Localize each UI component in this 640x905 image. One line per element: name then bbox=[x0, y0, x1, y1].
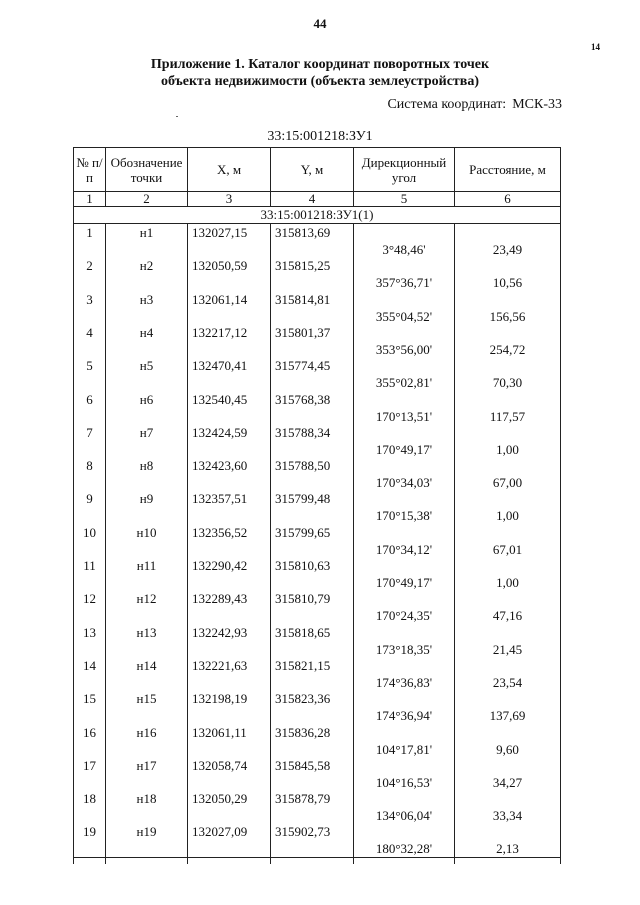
column-distances bbox=[455, 224, 561, 864]
segment-distance: 23,54 bbox=[492, 674, 523, 690]
segment-distance: 70,30 bbox=[492, 375, 523, 391]
sheet-number: 14 bbox=[591, 42, 600, 52]
table-body bbox=[74, 224, 561, 864]
header-number: № п/п bbox=[74, 148, 106, 192]
point-y: 315902,73 bbox=[275, 824, 331, 840]
col-number: 1 bbox=[74, 192, 106, 207]
point-y: 315836,28 bbox=[275, 724, 331, 740]
point-number: 3 bbox=[86, 291, 93, 307]
point-number: 6 bbox=[86, 391, 93, 407]
point-name: н1 bbox=[139, 225, 154, 240]
point-y: 315821,15 bbox=[275, 657, 331, 673]
segment-distance: 23,49 bbox=[492, 242, 523, 257]
column-point-names bbox=[106, 224, 188, 864]
segment-distance: 21,45 bbox=[492, 641, 523, 657]
point-x: 132242,93 bbox=[192, 624, 248, 640]
segment-angle: 180°32,28' bbox=[375, 841, 433, 857]
point-number: 18 bbox=[83, 791, 96, 807]
point-name: н3 bbox=[139, 291, 154, 307]
segment-distance: 2,13 bbox=[496, 841, 519, 857]
point-y: 315823,36 bbox=[275, 691, 331, 707]
segment-distance: 67,00 bbox=[492, 475, 523, 491]
point-number: 4 bbox=[86, 324, 93, 340]
segment-angle: 134°06,04' bbox=[375, 808, 433, 824]
point-y: 315815,25 bbox=[275, 258, 331, 274]
point-x: 132289,43 bbox=[192, 591, 248, 607]
point-y: 315813,69 bbox=[275, 225, 331, 240]
point-x: 132058,74 bbox=[192, 757, 248, 773]
point-x: 132050,29 bbox=[192, 791, 248, 807]
point-x: 132540,45 bbox=[192, 391, 248, 407]
point-name: н7 bbox=[139, 424, 154, 440]
col-number: 4 bbox=[271, 192, 354, 207]
segment-distance: 9,60 bbox=[496, 741, 519, 757]
point-y: 315788,34 bbox=[275, 424, 331, 440]
coordinates-table bbox=[73, 147, 561, 864]
point-x: 132424,59 bbox=[192, 424, 248, 440]
segment-angle: 353°56,00' bbox=[375, 341, 433, 357]
segment-angle: 170°49,17' bbox=[375, 575, 433, 590]
point-name: н12 bbox=[136, 591, 157, 607]
point-number: 1 bbox=[86, 225, 93, 240]
point-number: 19 bbox=[83, 824, 96, 840]
segment-distance: 1,00 bbox=[496, 441, 519, 457]
column-angles bbox=[354, 224, 455, 864]
point-name: н16 bbox=[136, 724, 157, 740]
point-y: 315774,45 bbox=[275, 358, 331, 374]
segment-distance: 254,72 bbox=[489, 341, 526, 357]
point-number: 17 bbox=[83, 757, 96, 773]
segment-distance: 67,01 bbox=[492, 541, 523, 557]
point-name: н2 bbox=[139, 258, 154, 274]
point-y: 315788,50 bbox=[275, 458, 331, 474]
segment-angle: 174°36,83' bbox=[375, 674, 433, 690]
point-name: н17 bbox=[136, 757, 157, 773]
point-y: 315799,48 bbox=[275, 491, 331, 507]
segment-angle: 3°48,46' bbox=[382, 242, 426, 257]
point-x: 132356,52 bbox=[192, 524, 248, 540]
table-bottom-border bbox=[73, 857, 560, 858]
point-x: 132050,59 bbox=[192, 258, 248, 274]
point-number: 14 bbox=[83, 657, 96, 673]
segment-angle: 357°36,71' bbox=[375, 275, 433, 291]
table-header-row bbox=[74, 148, 561, 192]
segment-distance: 117,57 bbox=[489, 408, 526, 424]
point-x: 132217,12 bbox=[192, 324, 248, 340]
contour-row bbox=[74, 207, 561, 224]
segment-angle: 355°02,81' bbox=[375, 375, 433, 391]
coordinate-system bbox=[387, 97, 562, 113]
coord-system-label: Система координат: bbox=[387, 97, 507, 112]
point-x: 132061,11 bbox=[192, 724, 247, 740]
segment-distance: 1,00 bbox=[496, 575, 519, 590]
scan-speck bbox=[176, 116, 178, 117]
point-name: н10 bbox=[136, 524, 157, 540]
point-number: 10 bbox=[83, 524, 96, 540]
segment-angle: 173°18,35' bbox=[375, 641, 433, 657]
segment-angle: 170°13,51' bbox=[375, 408, 433, 424]
point-number: 8 bbox=[86, 458, 93, 474]
point-name: н18 bbox=[136, 791, 157, 807]
point-number: 16 bbox=[83, 724, 96, 740]
segment-angle: 104°16,53' bbox=[375, 774, 433, 790]
segment-distance: 137,69 bbox=[489, 708, 526, 724]
point-number: 5 bbox=[86, 358, 93, 374]
point-name: н9 bbox=[139, 491, 154, 507]
column-number-cells bbox=[74, 224, 106, 864]
point-name: н5 bbox=[139, 358, 154, 374]
point-x: 132290,42 bbox=[192, 558, 248, 573]
title-line-1: Приложение 1. Каталог координат поворотных точек bbox=[150, 57, 490, 72]
segment-distance: 1,00 bbox=[496, 508, 519, 524]
segment-angle: 174°36,94' bbox=[375, 708, 433, 724]
point-name: н6 bbox=[139, 391, 154, 407]
point-x: 132470,41 bbox=[192, 358, 248, 374]
header-point-name: Обозначение точки bbox=[106, 148, 188, 192]
point-number: 13 bbox=[83, 624, 96, 640]
title-line-2: объекта недвижимости (объекта землеустройства) bbox=[160, 74, 480, 89]
point-number: 7 bbox=[86, 424, 93, 440]
segment-distance: 47,16 bbox=[492, 608, 523, 624]
coord-system-value: МСК-33 bbox=[512, 97, 562, 112]
segment-angle: 170°15,38' bbox=[375, 508, 433, 524]
point-y: 315810,79 bbox=[275, 591, 331, 607]
segment-angle: 170°49,17' bbox=[375, 441, 433, 457]
point-name: н15 bbox=[136, 691, 157, 707]
point-y: 315878,79 bbox=[275, 791, 331, 807]
point-y: 315845,58 bbox=[275, 757, 331, 773]
contour-caption: 33:15:001218:ЗУ1(1) bbox=[74, 207, 561, 224]
point-name: н11 bbox=[136, 558, 157, 573]
point-x: 132027,09 bbox=[192, 824, 248, 840]
segment-angle: 170°24,35' bbox=[375, 608, 433, 624]
segment-distance: 33,34 bbox=[492, 808, 523, 824]
segment-distance: 10,56 bbox=[492, 275, 523, 291]
header-y: Y, м bbox=[271, 148, 354, 192]
point-x: 132027,15 bbox=[192, 225, 248, 240]
point-y: 315818,65 bbox=[275, 624, 331, 640]
col-number: 2 bbox=[106, 192, 188, 207]
col-number: 5 bbox=[354, 192, 455, 207]
point-name: н14 bbox=[136, 657, 157, 673]
segment-angle: 104°17,81' bbox=[375, 741, 433, 757]
segment-angle: 170°34,03' bbox=[375, 475, 433, 491]
segment-angle: 170°34,12' bbox=[375, 541, 433, 557]
point-name: н4 bbox=[139, 324, 154, 340]
column-x bbox=[188, 224, 271, 864]
point-number: 9 bbox=[86, 491, 93, 507]
point-x: 132423,60 bbox=[192, 458, 248, 474]
point-number: 12 bbox=[83, 591, 96, 607]
point-y: 315801,37 bbox=[275, 324, 331, 340]
point-name: н19 bbox=[136, 824, 157, 840]
point-x: 132357,51 bbox=[192, 491, 248, 507]
point-name: н13 bbox=[136, 624, 157, 640]
header-angle: Дирекционный угол bbox=[354, 148, 455, 192]
header-distance: Расстояние, м bbox=[455, 148, 561, 192]
page-number: 44 bbox=[313, 16, 327, 31]
point-y: 315768,38 bbox=[275, 391, 331, 407]
parcel-caption: 33:15:001218:ЗУ1 bbox=[267, 129, 373, 144]
point-x: 132198,19 bbox=[192, 691, 248, 707]
segment-distance: 34,27 bbox=[492, 774, 523, 790]
point-y: 315814,81 bbox=[275, 291, 331, 307]
point-x: 132221,63 bbox=[192, 657, 248, 673]
column-y bbox=[271, 224, 354, 864]
point-name: н8 bbox=[139, 458, 154, 474]
point-x: 132061,14 bbox=[192, 291, 248, 307]
point-y: 315810,63 bbox=[275, 558, 331, 573]
point-y: 315799,65 bbox=[275, 524, 331, 540]
document-title bbox=[0, 56, 640, 90]
col-number: 3 bbox=[188, 192, 271, 207]
header-x: X, м bbox=[188, 148, 271, 192]
point-number: 15 bbox=[83, 691, 96, 707]
column-number-row bbox=[74, 192, 561, 207]
point-number: 2 bbox=[86, 258, 93, 274]
segment-angle: 355°04,52' bbox=[375, 308, 433, 324]
segment-distance: 156,56 bbox=[489, 308, 526, 324]
col-number: 6 bbox=[455, 192, 561, 207]
point-number: 11 bbox=[83, 558, 96, 573]
